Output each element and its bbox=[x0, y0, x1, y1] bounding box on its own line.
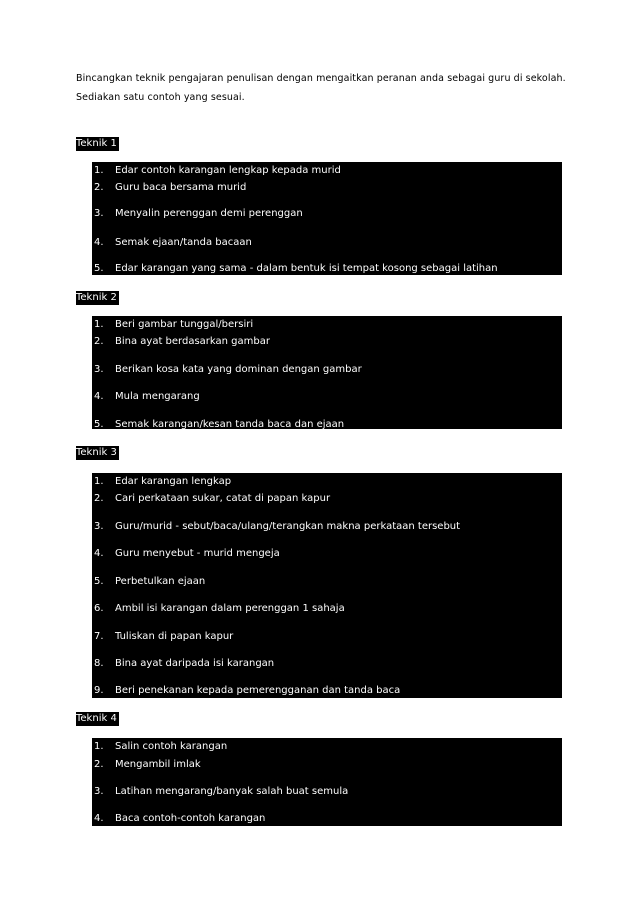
item-text: Cari perkataan sukar, catat di papan kapur bbox=[115, 493, 331, 504]
item-number: 4. bbox=[94, 548, 104, 559]
item-text: Guru/murid - sebut/baca/ulang/terangkan makna perkataan tersebut bbox=[115, 521, 461, 532]
item-text: Guru baca bersama murid bbox=[115, 182, 247, 193]
item-text: Edar contoh karangan lengkap kepada murid bbox=[115, 165, 341, 176]
item-number: 5. bbox=[94, 576, 104, 587]
item-number: 7. bbox=[94, 631, 104, 642]
item-text: Mengambil imlak bbox=[115, 759, 201, 770]
item-number: 1. bbox=[94, 165, 104, 176]
item-number: 4. bbox=[94, 391, 104, 402]
item-text: Berikan kosa kata yang dominan dengan gambar bbox=[115, 364, 362, 375]
section-heading-teknik-1: Teknik 1 bbox=[76, 138, 117, 149]
item-text: Mula mengarang bbox=[115, 391, 200, 402]
item-number: 2. bbox=[94, 182, 104, 193]
item-text: Bina ayat berdasarkan gambar bbox=[115, 336, 270, 347]
item-text: Edar karangan lengkap bbox=[115, 476, 232, 487]
item-number: 6. bbox=[94, 603, 104, 614]
item-number: 4. bbox=[94, 813, 104, 824]
question-text bbox=[76, 69, 576, 107]
item-number: 2. bbox=[94, 759, 104, 770]
section-heading-teknik-2: Teknik 2 bbox=[76, 292, 117, 303]
item-number: 5. bbox=[94, 263, 104, 274]
section-heading-teknik-3: Teknik 3 bbox=[76, 447, 117, 458]
section-list-teknik-2 bbox=[92, 316, 562, 429]
item-text: Semak karangan/kesan tanda baca dan ejaan bbox=[115, 419, 345, 430]
item-number: 9. bbox=[94, 685, 104, 696]
item-text: Tuliskan di papan kapur bbox=[115, 631, 234, 642]
item-number: 5. bbox=[94, 419, 104, 430]
item-text: Beri gambar tunggal/bersiri bbox=[115, 319, 254, 330]
section-list-teknik-4 bbox=[92, 738, 562, 826]
item-text: Semak ejaan/tanda bacaan bbox=[115, 237, 252, 248]
item-number: 3. bbox=[94, 208, 104, 219]
item-text: Ambil isi karangan dalam perenggan 1 sahaja bbox=[115, 603, 345, 614]
section-list-teknik-1 bbox=[92, 162, 562, 275]
item-text: Guru menyebut - murid mengeja bbox=[115, 548, 280, 559]
item-text: Salin contoh karangan bbox=[115, 741, 228, 752]
item-text: Latihan mengarang/banyak salah buat semula bbox=[115, 786, 349, 797]
item-text: Perbetulkan ejaan bbox=[115, 576, 206, 587]
item-number: 4. bbox=[94, 237, 104, 248]
item-text: Beri penekanan kepada pemerengganan dan tanda baca bbox=[115, 685, 401, 696]
item-number: 8. bbox=[94, 658, 104, 669]
item-text: Bina ayat daripada isi karangan bbox=[115, 658, 275, 669]
item-number: 2. bbox=[94, 493, 104, 504]
item-number: 3. bbox=[94, 786, 104, 797]
item-text: Baca contoh-contoh karangan bbox=[115, 813, 266, 824]
item-number: 3. bbox=[94, 364, 104, 375]
item-number: 1. bbox=[94, 476, 104, 487]
section-list-teknik-3 bbox=[92, 473, 562, 698]
question-line-2: Sediakan satu contoh yang sesuai. bbox=[76, 92, 245, 103]
item-number: 3. bbox=[94, 521, 104, 532]
item-number: 1. bbox=[94, 319, 104, 330]
item-number: 1. bbox=[94, 741, 104, 752]
section-heading-teknik-4: Teknik 4 bbox=[76, 713, 117, 724]
question-line-1: Bincangkan teknik pengajaran penulisan dengan mengaitkan peranan anda sebagai guru di sekolah. bbox=[76, 73, 566, 84]
item-text: Menyalin perenggan demi perenggan bbox=[115, 208, 303, 219]
item-text: Edar karangan yang sama - dalam bentuk isi tempat kosong sebagai latihan bbox=[115, 263, 498, 274]
item-number: 2. bbox=[94, 336, 104, 347]
